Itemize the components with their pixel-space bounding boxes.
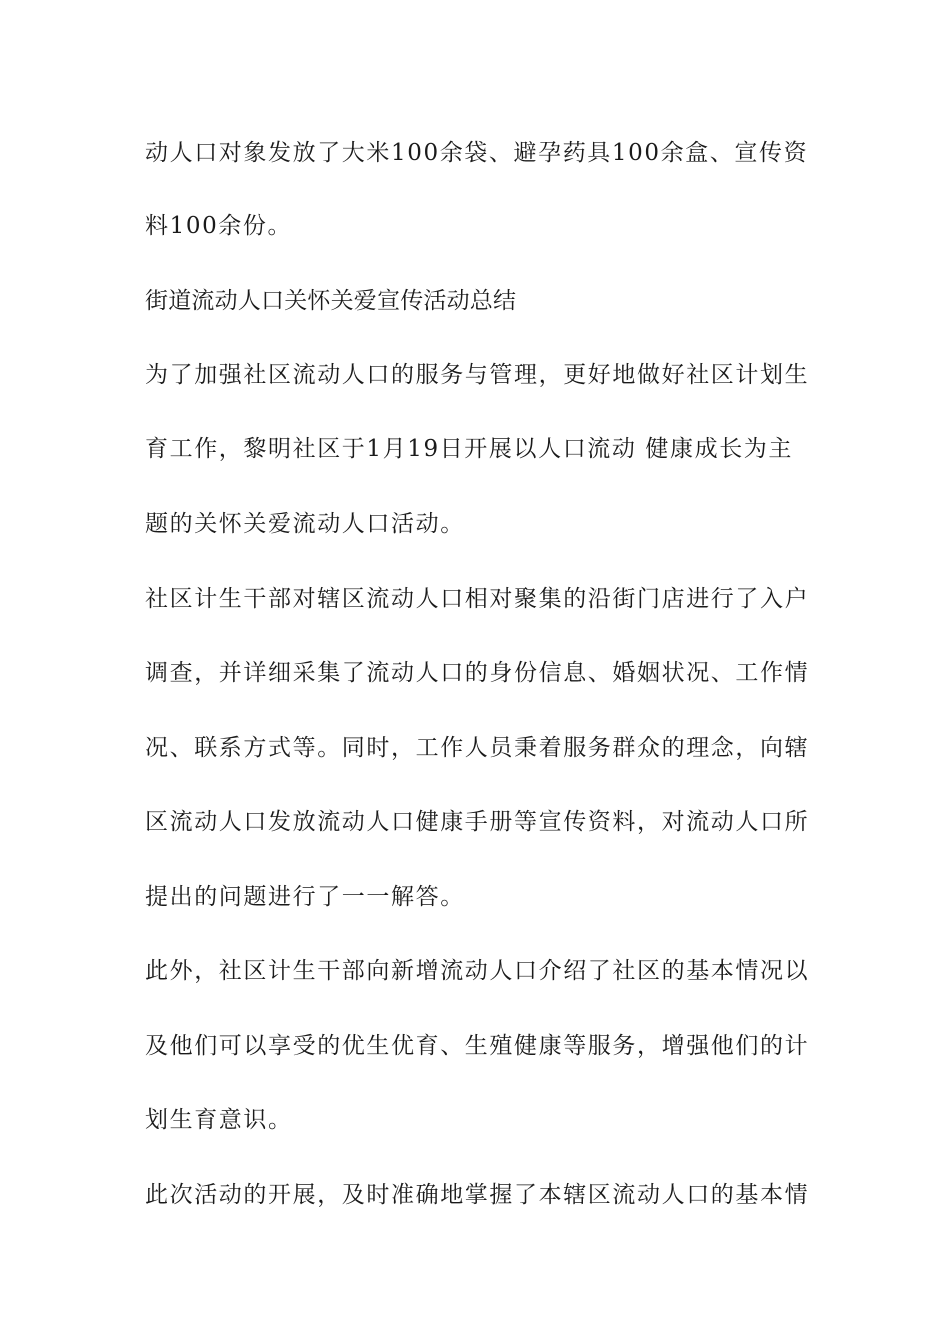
paragraph-line: 此外，社区计生干部向新增流动人口介绍了社区的基本情况以: [145, 958, 810, 984]
paragraph-line: 育工作，黎明社区于1月19日开展以人口流动 健康成长为主: [145, 436, 794, 462]
section-title: 街道流动人口关怀关爱宣传活动总结: [145, 288, 517, 314]
paragraph-line: 区流动人口发放流动人口健康手册等宣传资料，对流动人口所: [145, 809, 810, 835]
paragraph-line: 社区计生干部对辖区流动人口相对聚集的沿街门店进行了入户: [145, 586, 810, 612]
paragraph-line: 此次活动的开展，及时准确地掌握了本辖区流动人口的基本情: [145, 1182, 810, 1208]
paragraph-line: 划生育意识。: [145, 1107, 293, 1133]
paragraph-line: 及他们可以享受的优生优育、生殖健康等服务，增强他们的计: [145, 1033, 810, 1059]
paragraph-line: 题的关怀关爱流动人口活动。: [145, 511, 465, 537]
paragraph-line: 调查，并详细采集了流动人口的身份信息、婚姻状况、工作情: [145, 660, 810, 686]
paragraph-line: 提出的问题进行了一一解答。: [145, 884, 465, 910]
paragraph-line: 为了加强社区流动人口的服务与管理，更好地做好社区计划生: [145, 362, 810, 388]
paragraph-line: 料100余份。: [145, 213, 293, 239]
paragraph-line: 况、联系方式等。同时，工作人员秉着服务群众的理念，向辖: [145, 735, 810, 761]
paragraph-line: 动人口对象发放了大米100余袋、避孕药具100余盒、宣传资: [145, 140, 809, 166]
